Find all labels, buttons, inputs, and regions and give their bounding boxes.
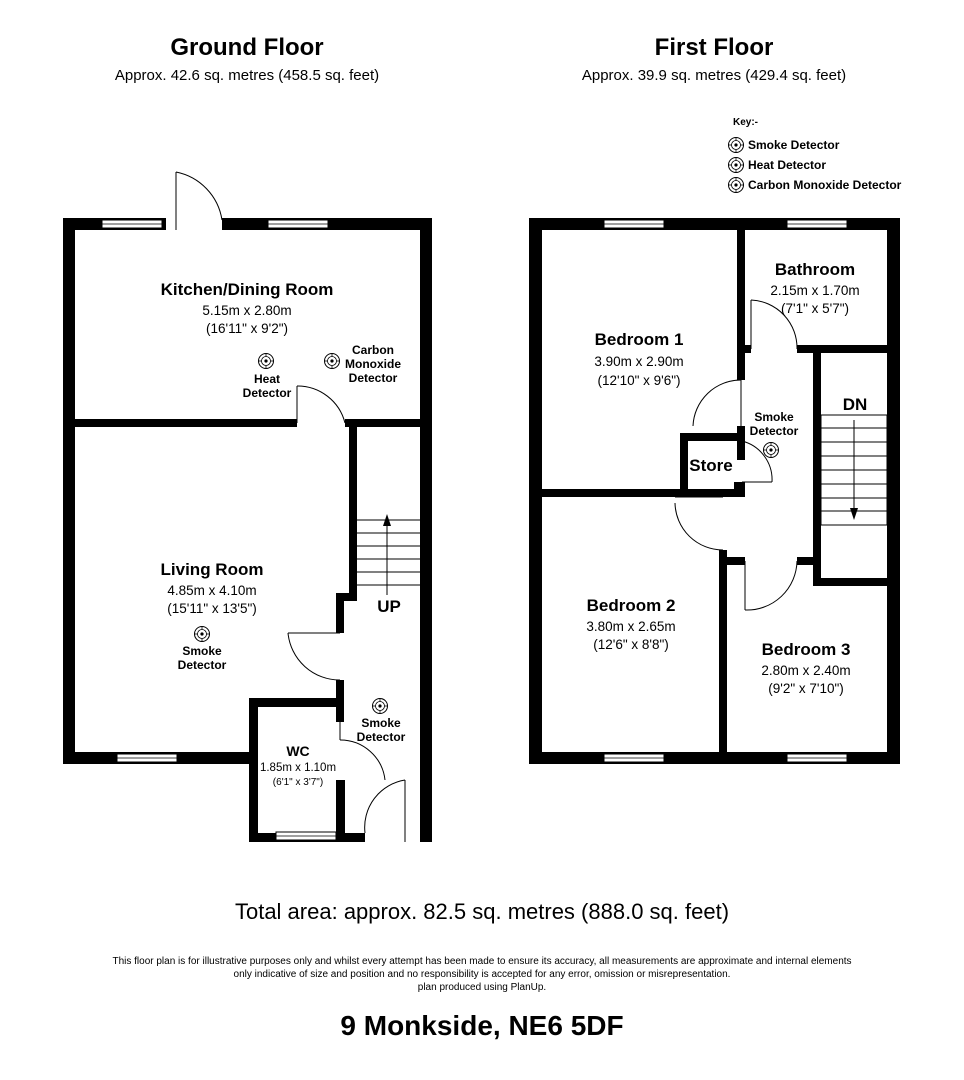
smoke-detector-icon [373, 699, 388, 714]
hall-smoke-detector-label [357, 716, 406, 744]
heat-detector-icon [259, 354, 274, 369]
heat-detector-label-line2: Detector [242, 386, 292, 400]
wc-dim-m: 1.85m x 1.10m [259, 762, 337, 774]
bathroom-dim-m: 2.15m x 1.70m [770, 283, 860, 298]
disclaimer-line1: This floor plan is for illustrative purposes only and whilst every attempt has been made to ensure its accuracy, all measurements are approximate and internal elements [112, 956, 852, 967]
heat-detector-label [243, 372, 292, 400]
ground-floor-area: Approx. 42.6 sq. metres (458.5 sq. feet) [114, 67, 380, 84]
hall-smoke-label-line2: Detector [356, 730, 406, 744]
living-smoke-detector-label [178, 644, 227, 672]
carbon-monoxide-detector-icon [729, 178, 744, 193]
first-floor-area: Approx. 39.9 sq. metres (429.4 sq. feet) [581, 67, 847, 84]
kitchen-name: Kitchen/Dining Room [160, 280, 334, 299]
smoke-detector-icon [764, 443, 779, 458]
wc-name: WC [286, 743, 310, 759]
bathroom-dim-ft: (7'1" x 5'7") [780, 301, 850, 316]
heat-detector-icon [729, 158, 744, 173]
smoke-detector-icon [195, 627, 210, 642]
bedroom2-dim-ft: (12'6" x 8'8") [593, 637, 669, 652]
kitchen-dim-ft: (16'11" x 9'2") [205, 321, 289, 336]
living-smoke-label-line1: Smoke [182, 644, 222, 658]
bedroom1-name: Bedroom 1 [594, 330, 684, 349]
key-item-heat: Heat Detector [748, 158, 827, 172]
disclaimer-line2: only indicative of size and position and no responsibility is accepted for any error, omission or misrepresentation. [233, 969, 731, 980]
key-item-carbon-monoxide: Carbon Monoxide Detector [748, 178, 902, 192]
bedroom1-dim-ft: (12'10" x 9'6") [597, 373, 681, 388]
kitchen-dim-m: 5.15m x 2.80m [202, 303, 292, 318]
landing-smoke-label-line1: Smoke [754, 410, 794, 424]
stairs-up-label: UP [377, 597, 401, 616]
ground-floor-title: Ground Floor [170, 34, 324, 61]
disclaimer-line3: plan produced using PlanUp. [417, 982, 547, 993]
bedroom3-dim-ft: (9'2" x 7'10") [768, 681, 844, 696]
smoke-detector-icon [729, 138, 744, 153]
bedroom3-dim-m: 2.80m x 2.40m [761, 663, 851, 678]
landing-smoke-label-line2: Detector [749, 424, 799, 438]
disclaimer [112, 955, 851, 994]
property-address: 9 Monkside, NE6 5DF [340, 1010, 624, 1041]
landing-smoke-detector-label [750, 410, 799, 438]
wc-dim-ft: (6'1" x 3'7") [272, 777, 324, 788]
stairs-down-label: DN [842, 395, 868, 414]
co-detector-label-line1: Carbon [352, 343, 394, 357]
carbon-monoxide-detector-icon [325, 354, 340, 369]
key-item-smoke: Smoke Detector [748, 138, 840, 152]
store-name: Store [689, 456, 733, 475]
living-smoke-label-line2: Detector [177, 658, 227, 672]
bedroom3-name: Bedroom 3 [761, 640, 851, 659]
living-room-name: Living Room [160, 560, 264, 579]
key-title: Key:- [733, 117, 759, 128]
co-detector-label [345, 343, 401, 385]
total-area: Total area: approx. 82.5 sq. metres (888.0 sq. feet) [234, 899, 730, 924]
bathroom-name: Bathroom [774, 260, 856, 279]
bedroom2-name: Bedroom 2 [586, 596, 676, 615]
living-room-dim-m: 4.85m x 4.10m [167, 583, 257, 598]
bedroom2-dim-m: 3.80m x 2.65m [586, 619, 676, 634]
hall-smoke-label-line1: Smoke [361, 716, 401, 730]
living-room-dim-ft: (15'11" x 13'5") [167, 601, 257, 616]
co-detector-label-line2: Monoxide [345, 357, 401, 371]
co-detector-label-line3: Detector [348, 371, 398, 385]
heat-detector-label-line1: Heat [253, 372, 280, 386]
first-floor-title: First Floor [654, 34, 774, 61]
bedroom1-dim-m: 3.90m x 2.90m [594, 354, 684, 369]
